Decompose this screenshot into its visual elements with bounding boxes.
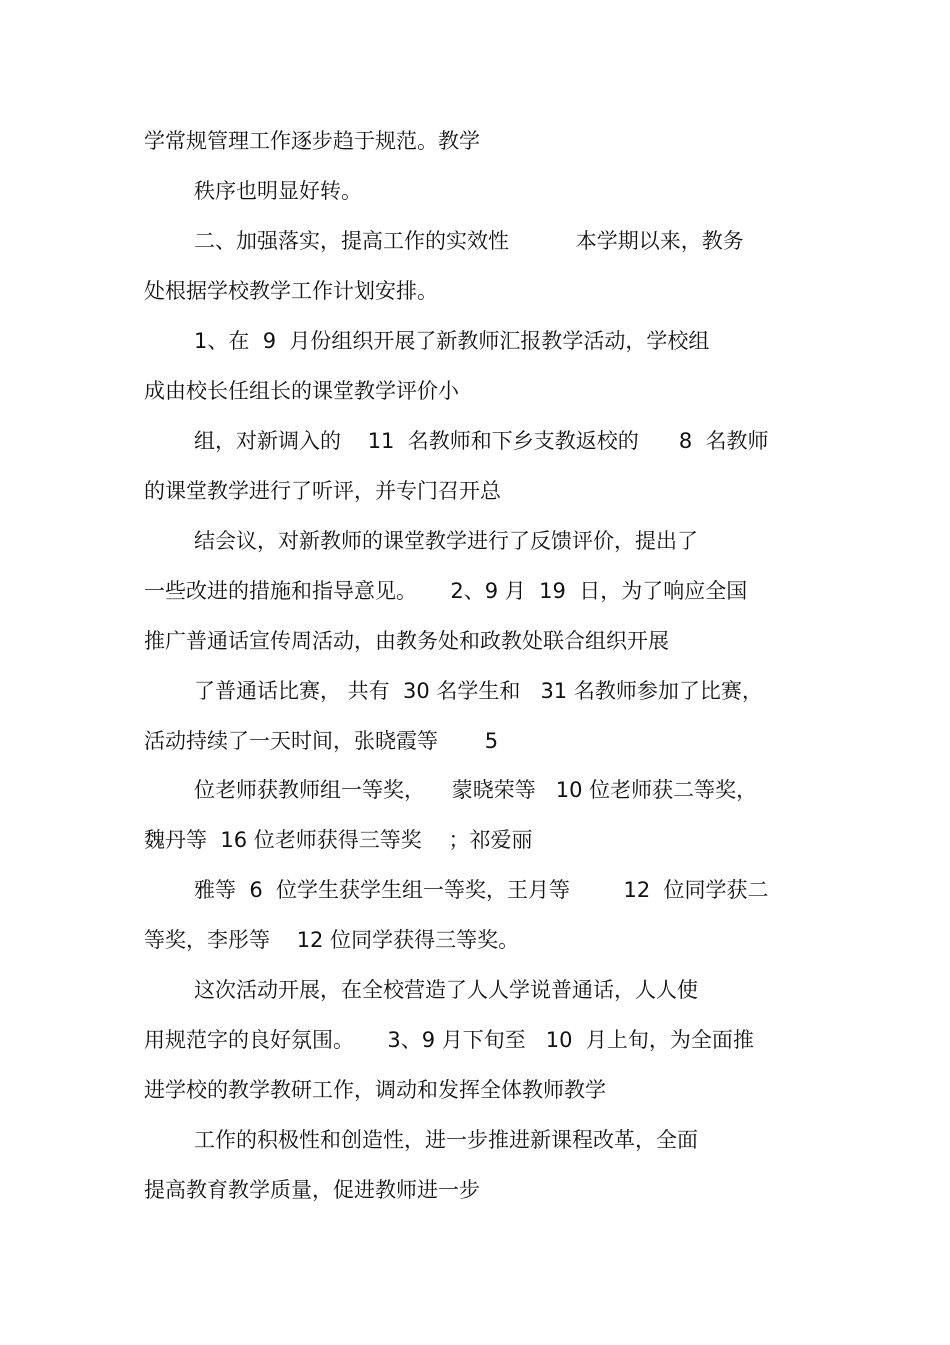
text-line: 推广普通话宣传周活动，由教务处和政教处联合组织开展 (144, 629, 669, 653)
text-line: 提高教育教学质量，促进教师进一步 (144, 1178, 480, 1202)
text-line: 雅等 6 位学生获学生组一等奖，王月等 12 位同学获二 (194, 878, 769, 902)
text-line: 学常规管理工作逐步趋于规范。教学 (144, 129, 480, 153)
text-line: 二、加强落实，提高工作的实效性 本学期以来，教务 (194, 229, 744, 253)
text-line: 活动持续了一天时间，张晓霞等 5 (144, 729, 499, 753)
text-line: 组，对新调入的 11 名教师和下乡支教返校的 8 名教师 (194, 429, 769, 453)
text-line: 的课堂教学进行了听评，并专门召开总 (144, 479, 501, 503)
text-line: 处根据学校教学工作计划安排。 (144, 279, 438, 303)
text-line: 这次活动开展，在全校营造了人人学说普通话，人人使 (194, 978, 698, 1002)
text-line: 用规范字的良好氛围。 3、9 月下旬至 10 月上旬，为全面推 (144, 1028, 754, 1052)
text-line: 魏丹等 16 位老师获得三等奖 ；祁爱丽 (144, 828, 533, 852)
text-line: 了普通话比赛， 共有 30 名学生和 31 名教师参加了比赛， (194, 679, 763, 703)
text-line: 秩序也明显好转。 (194, 179, 362, 203)
text-line: 结会议，对新教师的课堂教学进行了反馈评价，提出了 (194, 529, 698, 553)
text-line: 成由校长任组长的课堂教学评价小 (144, 379, 459, 403)
text-line: 工作的积极性和创造性，进一步推进新课程改革，全面 (194, 1128, 698, 1152)
text-line: 进学校的教学教研工作，调动和发挥全体教师教学 (144, 1078, 606, 1102)
text-line: 等奖，李彤等 12 位同学获得三等奖。 (144, 928, 520, 952)
text-line: 1、在 9 月份组织开展了新教师汇报教学活动，学校组 (194, 329, 710, 353)
text-line: 位老师获教师组一等奖， 蒙晓荣等 10 位老师获二等奖， (194, 778, 758, 802)
text-line: 一些改进的措施和指导意见。 2、9 月 19 日，为了响应全国 (144, 579, 748, 603)
